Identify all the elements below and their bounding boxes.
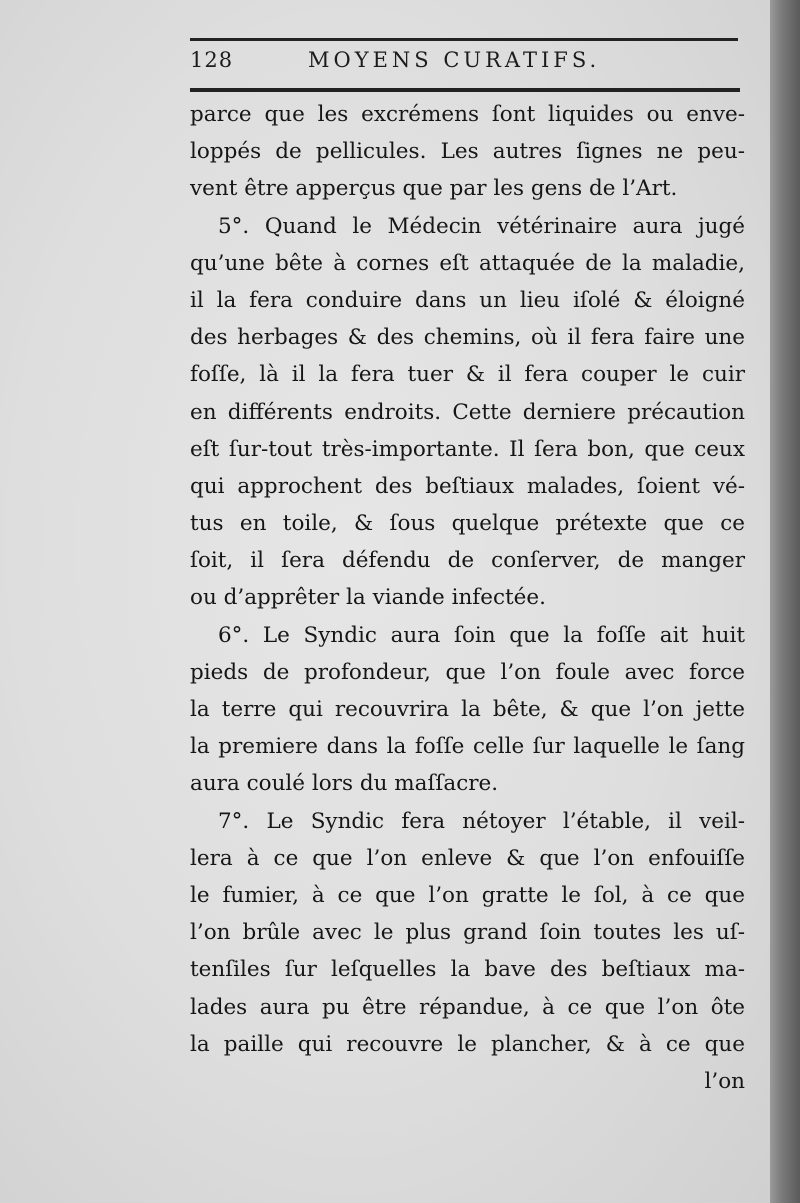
text-line: pieds de profondeur, que l’on foule avec force <box>190 659 745 685</box>
text-line: vent être apperçus que par les gens de l’Art. <box>190 176 678 202</box>
text-line: la paille qui recouvre le plancher, & à ce que <box>190 1031 745 1057</box>
header-top-rule <box>190 38 738 41</box>
text-line: qui approchent des beſtiaux malades, ſoient vé- <box>190 473 745 499</box>
catchword: l’on <box>704 1068 745 1094</box>
text-line: tenſiles ſur leſquelles la bave des beſtiaux ma- <box>190 957 745 983</box>
text-line: il la fera conduire dans un lieu iſolé & éloigné <box>190 287 745 313</box>
text-line: eſt ſur-tout très-importante. Il ſera bon, que ceux <box>190 436 745 462</box>
text-line: le fumier, à ce que l’on gratte le ſol, à ce que <box>190 882 745 908</box>
header-bottom-rule <box>190 88 740 92</box>
book-gutter <box>770 0 800 1203</box>
body-text <box>190 96 745 1100</box>
text-line: parce que les excrémens ſont liquides ou enve- <box>190 102 745 127</box>
text-line: ou d’apprêter la viande infectée. <box>190 585 546 611</box>
text-line: ſoit, il ſera défendu de conſerver, de manger <box>190 548 745 574</box>
text-line: lera à ce que l’on enleve & que l’on enfouiſſe <box>190 845 745 871</box>
text-line: la premiere dans la foſſe celle ſur laquelle le ſang <box>190 734 745 760</box>
page-number: 128 <box>190 48 234 72</box>
running-header <box>190 44 740 84</box>
text-line: l’on brûle avec le plus grand ſoin toutes les uſ- <box>190 920 745 946</box>
text-line: 7°. Le Syndic fera nétoyer l’étable, il veil- <box>218 808 745 834</box>
text-line: la terre qui recouvrira la bête, & que l’on jette <box>190 697 745 722</box>
text-line: des herbages & des chemins, où il fera faire une <box>190 325 745 351</box>
running-title: MOYENS CURATIFS. <box>308 48 601 72</box>
text-line: qu’une bête à cornes eſt attaquée de la maladie, <box>190 250 745 276</box>
text-line: 6°. Le Syndic aura ſoin que la foſſe ait huit <box>218 622 745 648</box>
text-line: foſſe, là il la fera tuer & il fera couper le cuir <box>190 362 745 388</box>
text-line: aura coulé lors du maſſacre. <box>190 771 499 797</box>
text-line: 5°. Quand le Médecin vétérinaire aura jugé <box>218 213 745 239</box>
text-line: en différents endroits. Cette derniere précaution <box>190 399 745 425</box>
text-line: lades aura pu être répandue, à ce que l’on ôte <box>190 994 745 1020</box>
text-line: loppés de pellicules. Les autres ſignes ne peu- <box>190 139 745 165</box>
text-line: tus en toile, & ſous quelque prétexte que ce <box>190 511 745 537</box>
